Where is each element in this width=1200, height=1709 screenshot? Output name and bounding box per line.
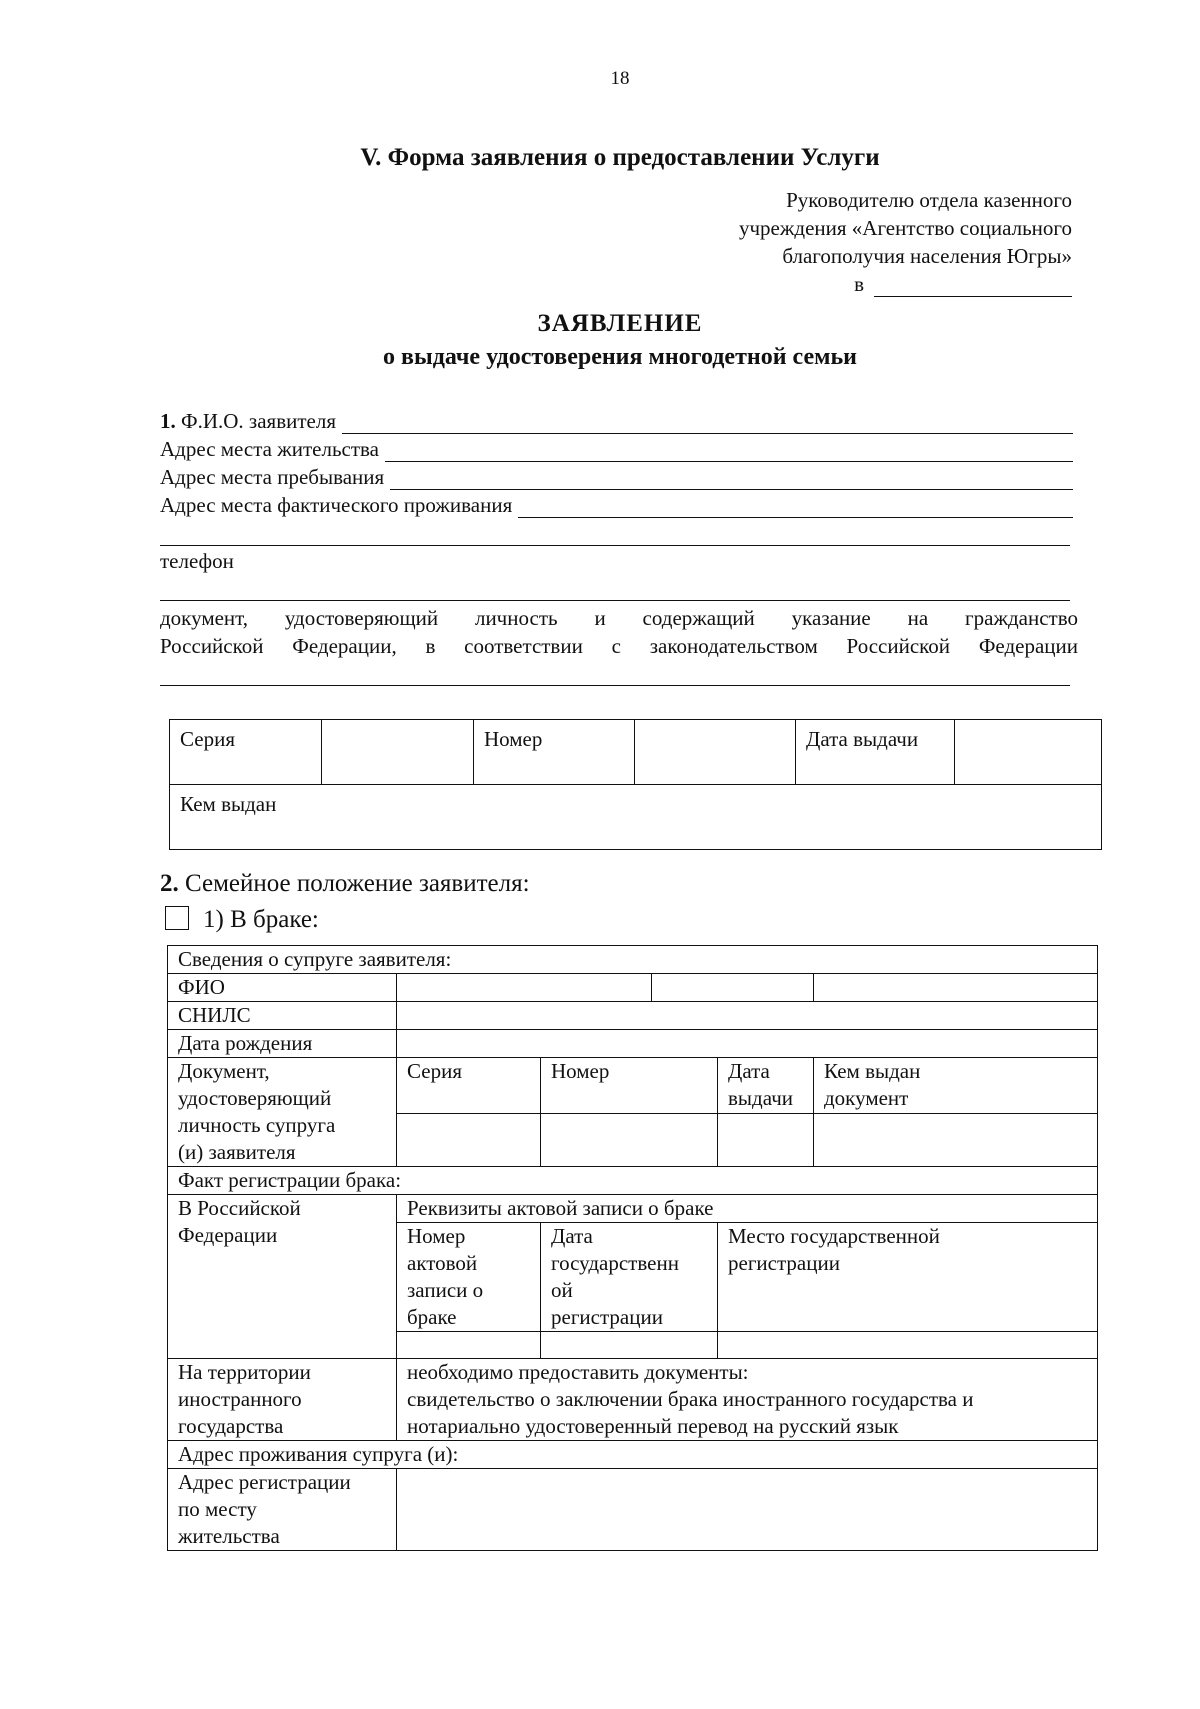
- phone-field-line[interactable]: [160, 600, 1070, 601]
- addressee-location-field[interactable]: [874, 276, 1072, 297]
- spouse-birth-date-field[interactable]: [397, 1030, 1098, 1058]
- spouse-snils-label: СНИЛС: [168, 1002, 397, 1030]
- spouse-reg-address-label: Адрес регистрации по месту жительства: [168, 1469, 397, 1551]
- stay-address-field[interactable]: [390, 469, 1073, 490]
- addressee-line-3: благополучия населения Югры»: [782, 244, 1072, 268]
- residence-address-row: [160, 436, 1073, 462]
- addressee-line-2: учреждения «Агентство социального: [739, 216, 1072, 240]
- actual-address-field[interactable]: [518, 497, 1073, 518]
- marriage-fact-row: [168, 1167, 1098, 1195]
- residence-address-field[interactable]: [385, 441, 1073, 462]
- marriage-rf-header-row: [168, 1195, 1098, 1223]
- document-title: ЗАЯВЛЕНИЕ: [537, 310, 703, 337]
- spouse-fio-label: ФИО: [168, 974, 397, 1002]
- passport-series-value[interactable]: [322, 720, 474, 785]
- applicant-fio-row: [160, 408, 1073, 434]
- spouse-id-doc-label: Документ, удостоверяющий личность супруга (и) заявителя: [168, 1058, 397, 1167]
- page-number: 18: [610, 68, 630, 89]
- spouse-issue-date-label: Дата выдачи: [718, 1058, 814, 1114]
- act-record-details-label: Реквизиты актовой записи о браке: [397, 1195, 1098, 1223]
- section-2-heading: [160, 870, 530, 898]
- spouse-series-label: Серия: [397, 1058, 541, 1114]
- document-field-line[interactable]: [160, 685, 1070, 686]
- actual-address-label: Адрес места фактического проживания: [160, 493, 513, 517]
- residence-address-label: Адрес места жительства: [160, 437, 379, 461]
- phone-row: [160, 548, 1073, 574]
- document-description-line-2: Российской Федерации, в соответствии с законодательством Российской Федерации: [160, 634, 1078, 658]
- spouse-number-field[interactable]: [541, 1113, 718, 1167]
- document-description-line-1: документ, удостоверяющий личность и содержащий указание на гражданство: [160, 606, 1078, 630]
- stay-address-row: [160, 464, 1073, 490]
- spouse-reg-address-field[interactable]: [397, 1469, 1098, 1551]
- spouse-info-label: Сведения о супруге заявителя:: [168, 946, 1098, 974]
- spouse-surname-field[interactable]: [397, 974, 652, 1002]
- addressee-block: [739, 186, 1072, 270]
- actual-address-continuation-line[interactable]: [160, 545, 1070, 546]
- stay-address-label: Адрес места пребывания: [160, 465, 385, 489]
- spouse-issued-by-field[interactable]: [814, 1113, 1098, 1167]
- spouse-snils-field[interactable]: [397, 1002, 1098, 1030]
- spouse-patronymic-field[interactable]: [814, 974, 1098, 1002]
- registration-date-label: Дата государственн ой регистрации: [541, 1223, 718, 1332]
- foreign-marriage-row: [168, 1359, 1098, 1441]
- spouse-info-row: [168, 946, 1098, 974]
- passport-row-2: [170, 785, 1102, 850]
- registration-date-field[interactable]: [541, 1332, 718, 1359]
- document-subtitle: о выдаче удостоверения многодетной семьи: [383, 344, 857, 370]
- addressee-prefix: в: [854, 272, 864, 296]
- passport-issued-by-label: Кем выдан: [180, 792, 277, 816]
- passport-series-label: Серия: [170, 720, 322, 785]
- spouse-issued-by-label: Кем выдан документ: [814, 1058, 1098, 1114]
- spouse-number-label: Номер: [541, 1058, 718, 1114]
- spouse-address-row: [168, 1441, 1098, 1469]
- spouse-issue-date-field[interactable]: [718, 1113, 814, 1167]
- spouse-name-field[interactable]: [652, 974, 814, 1002]
- addressee-line-1: Руководителю отдела казенного: [786, 188, 1072, 212]
- spouse-table: [167, 945, 1098, 1551]
- passport-issue-date-value[interactable]: [955, 720, 1102, 785]
- passport-row-1: [170, 720, 1102, 785]
- section-1-number: 1.: [160, 409, 176, 433]
- addressee-location: [854, 272, 1072, 297]
- married-option[interactable]: [165, 906, 319, 934]
- section-2-label: Семейное положение заявителя:: [185, 870, 530, 897]
- registration-place-field[interactable]: [718, 1332, 1098, 1359]
- act-number-label: Номер актовой записи о браке: [397, 1223, 541, 1332]
- actual-address-row: [160, 492, 1073, 518]
- spouse-snils-row: [168, 1002, 1098, 1030]
- married-checkbox[interactable]: [165, 906, 189, 930]
- spouse-birth-date-row: [168, 1030, 1098, 1058]
- spouse-fio-row: [168, 974, 1098, 1002]
- spouse-id-doc-header-row: [168, 1058, 1098, 1114]
- applicant-fio-field[interactable]: [342, 413, 1073, 434]
- spouse-address-label: Адрес проживания супруга (и):: [168, 1441, 1098, 1469]
- passport-number-value[interactable]: [635, 720, 796, 785]
- applicant-fio-label: Ф.И.О. заявителя: [181, 409, 336, 433]
- passport-number-label: Номер: [474, 720, 635, 785]
- section-heading: V. Форма заявления о предоставлении Услуги: [360, 144, 880, 171]
- spouse-reg-address-row: [168, 1469, 1098, 1551]
- phone-label: телефон: [160, 549, 234, 573]
- passport-table: [169, 719, 1102, 850]
- passport-issue-date-label: Дата выдачи: [796, 720, 955, 785]
- marriage-in-rf-label: В Российской Федерации: [168, 1195, 397, 1359]
- passport-issued-by-cell[interactable]: [170, 785, 1102, 850]
- act-number-field[interactable]: [397, 1332, 541, 1359]
- foreign-documents-note: необходимо предоставить документы: свидетельство о заключении брака иностранного государства и нотариально удостоверенный перевод на русский язык: [397, 1359, 1098, 1441]
- foreign-territory-label: На территории иностранного государства: [168, 1359, 397, 1441]
- spouse-series-field[interactable]: [397, 1113, 541, 1167]
- section-2-number: 2.: [160, 870, 179, 897]
- marriage-fact-label: Факт регистрации брака:: [168, 1167, 1098, 1195]
- married-option-label: 1) В браке:: [203, 906, 319, 933]
- spouse-birth-date-label: Дата рождения: [168, 1030, 397, 1058]
- registration-place-label: Место государственной регистрации: [718, 1223, 1098, 1332]
